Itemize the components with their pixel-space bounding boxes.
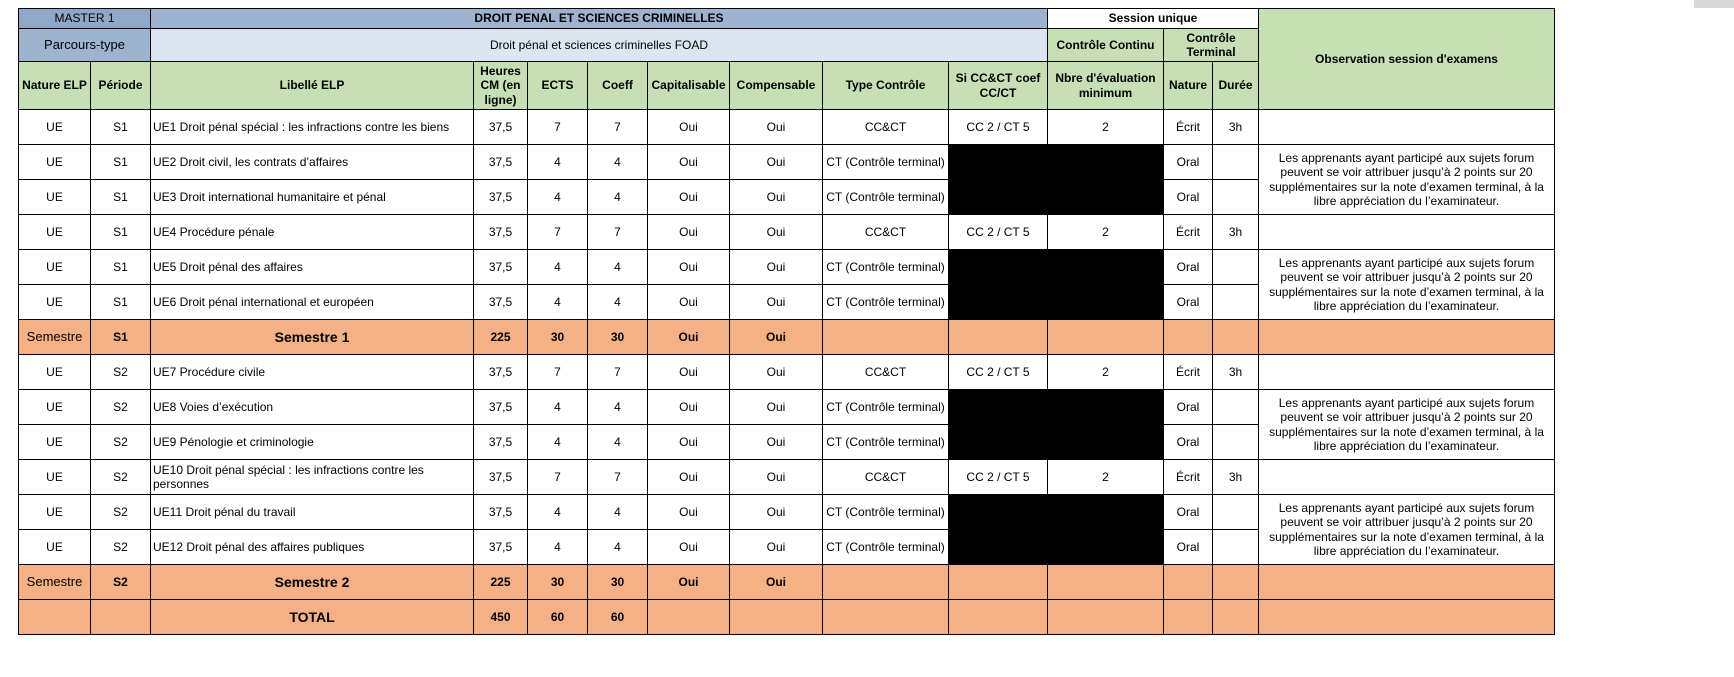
- ct-nature-cell: Oral: [1164, 285, 1213, 320]
- libelle-cell: UE7 Procédure civile: [151, 355, 474, 390]
- ct-nature-cell: Oral: [1164, 530, 1213, 565]
- nbre-evaluation-cell: [1048, 250, 1164, 285]
- table-row: [19, 145, 1555, 180]
- semestre-compensable-cell: Oui: [730, 565, 823, 600]
- libelle-cell: UE10 Droit pénal spécial : les infractions contre les personnes: [151, 460, 474, 495]
- coef-cc-ct-cell: CC 2 / CT 5: [949, 215, 1048, 250]
- semestre-coeff-cell: 30: [588, 320, 648, 355]
- table-row: [19, 495, 1555, 530]
- compensable-cell: Oui: [730, 355, 823, 390]
- compensable-cell: Oui: [730, 530, 823, 565]
- coeff-cell: 4: [588, 180, 648, 215]
- observation-cell: Les apprenants ayant participé aux sujets forum peuvent se voir attribuer jusqu’à 2 points sur 20 supplémentaires sur la note d’examen terminal, à la libre appréciation du l’examinateur.: [1259, 495, 1555, 565]
- nbre-evaluation-cell: 2: [1048, 110, 1164, 145]
- coeff-cell: 4: [588, 285, 648, 320]
- table-row: [19, 390, 1555, 425]
- coeff-cell: 7: [588, 110, 648, 145]
- periode-cell: S1: [91, 110, 151, 145]
- nbre-evaluation-cell: [1048, 390, 1164, 425]
- empty-cell: [823, 600, 949, 635]
- program-label: MASTER 1: [19, 9, 151, 29]
- ects-cell: 4: [528, 530, 588, 565]
- ct-nature-cell: Oral: [1164, 390, 1213, 425]
- capitalisable-cell: Oui: [648, 460, 730, 495]
- column-header-nature: Nature ELP: [19, 62, 91, 110]
- capitalisable-cell: Oui: [648, 530, 730, 565]
- empty-cell: [949, 565, 1048, 600]
- nature-cell: UE: [19, 180, 91, 215]
- nature-cell: UE: [19, 285, 91, 320]
- semestre-nature-cell: Semestre: [19, 320, 91, 355]
- table-row: [19, 600, 1555, 635]
- ects-cell: 4: [528, 285, 588, 320]
- compensable-cell: Oui: [730, 110, 823, 145]
- heures-cell: 37,5: [474, 215, 528, 250]
- table-row: [19, 110, 1555, 145]
- compensable-cell: Oui: [730, 425, 823, 460]
- exam-table: [18, 8, 1555, 635]
- ct-duree-cell: [1213, 495, 1259, 530]
- libelle-cell: UE12 Droit pénal des affaires publiques: [151, 530, 474, 565]
- ct-duree-cell: [1213, 285, 1259, 320]
- libelle-cell: UE4 Procédure pénale: [151, 215, 474, 250]
- empty-cell: [823, 320, 949, 355]
- periode-cell: S2: [91, 530, 151, 565]
- heures-cell: 37,5: [474, 390, 528, 425]
- semestre-capitalisable-cell: Oui: [648, 565, 730, 600]
- heures-cell: 37,5: [474, 180, 528, 215]
- libelle-cell: UE9 Pénologie et criminologie: [151, 425, 474, 460]
- type-controle-cell: CT (Contrôle terminal): [823, 425, 949, 460]
- nature-cell: UE: [19, 530, 91, 565]
- type-controle-cell: CT (Contrôle terminal): [823, 285, 949, 320]
- empty-cell: [823, 565, 949, 600]
- periode-cell: S1: [91, 180, 151, 215]
- total-ects-cell: 60: [528, 600, 588, 635]
- ct-duree-cell: [1213, 145, 1259, 180]
- ects-cell: 7: [528, 460, 588, 495]
- ects-cell: 4: [528, 495, 588, 530]
- semestre-periode-cell: S2: [91, 565, 151, 600]
- semestre-nature-cell: Semestre: [19, 565, 91, 600]
- coeff-cell: 4: [588, 390, 648, 425]
- ct-nature-cell: Oral: [1164, 425, 1213, 460]
- nature-cell: UE: [19, 250, 91, 285]
- type-controle-cell: CC&CT: [823, 215, 949, 250]
- observation-cell: Les apprenants ayant participé aux sujets forum peuvent se voir attribuer jusqu’à 2 points sur 20 supplémentaires sur la note d’examen terminal, à la libre appréciation du l’examinateur.: [1259, 250, 1555, 320]
- periode-cell: S2: [91, 495, 151, 530]
- capitalisable-cell: Oui: [648, 180, 730, 215]
- heures-cell: 37,5: [474, 425, 528, 460]
- type-controle-cell: CT (Contrôle terminal): [823, 250, 949, 285]
- nature-cell: UE: [19, 425, 91, 460]
- controle-terminal-header: Contrôle Terminal: [1164, 29, 1259, 62]
- coef-cc-ct-cell: CC 2 / CT 5: [949, 110, 1048, 145]
- capitalisable-cell: Oui: [648, 215, 730, 250]
- column-header-libelle: Libellé ELP: [151, 62, 474, 110]
- ct-duree-cell: 3h: [1213, 460, 1259, 495]
- type-controle-cell: CC&CT: [823, 460, 949, 495]
- heures-cell: 37,5: [474, 110, 528, 145]
- ct-nature-cell: Écrit: [1164, 215, 1213, 250]
- observation-header: Observation session d'examens: [1259, 9, 1555, 110]
- ct-nature-cell: Oral: [1164, 180, 1213, 215]
- type-controle-cell: CT (Contrôle terminal): [823, 390, 949, 425]
- empty-cell: [1213, 565, 1259, 600]
- ct-duree-cell: 3h: [1213, 355, 1259, 390]
- nature-cell: UE: [19, 390, 91, 425]
- semestre-capitalisable-cell: Oui: [648, 320, 730, 355]
- table-row: [19, 460, 1555, 495]
- table-row: [19, 355, 1555, 390]
- heures-cell: 37,5: [474, 285, 528, 320]
- observation-cell: Les apprenants ayant participé aux sujets forum peuvent se voir attribuer jusqu’à 2 points sur 20 supplémentaires sur la note d’examen terminal, à la libre appréciation du l’examinateur.: [1259, 390, 1555, 460]
- ct-nature-cell: Écrit: [1164, 110, 1213, 145]
- semestre-coeff-cell: 30: [588, 565, 648, 600]
- empty-cell: [1048, 600, 1164, 635]
- ct-duree-cell: [1213, 250, 1259, 285]
- observation-cell: [1259, 460, 1555, 495]
- coeff-cell: 4: [588, 425, 648, 460]
- ects-cell: 4: [528, 180, 588, 215]
- empty-cell: [1164, 600, 1213, 635]
- capitalisable-cell: Oui: [648, 495, 730, 530]
- ects-cell: 7: [528, 110, 588, 145]
- compensable-cell: Oui: [730, 145, 823, 180]
- libelle-cell: UE3 Droit international humanitaire et pénal: [151, 180, 474, 215]
- coef-cc-ct-cell: [949, 145, 1048, 180]
- observation-cell: [1259, 355, 1555, 390]
- table-row: [19, 565, 1555, 600]
- empty-cell: [1213, 320, 1259, 355]
- table-row: [19, 215, 1555, 250]
- table-row: [19, 9, 1555, 29]
- column-header-ct-nature: Nature: [1164, 62, 1213, 110]
- column-header-coef-cc-ct: Si CC&CT coef CC/CT: [949, 62, 1048, 110]
- type-controle-cell: CT (Contrôle terminal): [823, 495, 949, 530]
- nature-cell: UE: [19, 495, 91, 530]
- nbre-evaluation-cell: 2: [1048, 460, 1164, 495]
- ects-cell: 7: [528, 355, 588, 390]
- ct-nature-cell: Écrit: [1164, 460, 1213, 495]
- column-header-compensable: Compensable: [730, 62, 823, 110]
- periode-cell: S1: [91, 145, 151, 180]
- nature-cell: UE: [19, 110, 91, 145]
- ct-duree-cell: [1213, 425, 1259, 460]
- coef-cc-ct-cell: [949, 250, 1048, 285]
- libelle-cell: UE6 Droit pénal international et européen: [151, 285, 474, 320]
- ct-duree-cell: 3h: [1213, 110, 1259, 145]
- heures-cell: 37,5: [474, 495, 528, 530]
- heures-cell: 37,5: [474, 250, 528, 285]
- window-corner: [1694, 0, 1734, 8]
- semestre-ects-cell: 30: [528, 565, 588, 600]
- ects-cell: 4: [528, 145, 588, 180]
- libelle-cell: UE1 Droit pénal spécial : les infractions contre les biens: [151, 110, 474, 145]
- ct-nature-cell: Oral: [1164, 145, 1213, 180]
- column-header-ct-duree: Durée: [1213, 62, 1259, 110]
- periode-cell: S2: [91, 390, 151, 425]
- capitalisable-cell: Oui: [648, 355, 730, 390]
- coeff-cell: 4: [588, 145, 648, 180]
- empty-cell: [1048, 320, 1164, 355]
- libelle-cell: UE11 Droit pénal du travail: [151, 495, 474, 530]
- periode-cell: S2: [91, 460, 151, 495]
- observation-cell: [1259, 215, 1555, 250]
- column-header-ects: ECTS: [528, 62, 588, 110]
- table-row: [19, 320, 1555, 355]
- compensable-cell: Oui: [730, 390, 823, 425]
- semestre-heures-cell: 225: [474, 565, 528, 600]
- observation-cell: [1259, 110, 1555, 145]
- coef-cc-ct-cell: CC 2 / CT 5: [949, 460, 1048, 495]
- empty-cell: [1164, 565, 1213, 600]
- coef-cc-ct-cell: CC 2 / CT 5: [949, 355, 1048, 390]
- libelle-cell: UE8 Voies d’exécution: [151, 390, 474, 425]
- coef-cc-ct-cell: [949, 530, 1048, 565]
- column-header-heures: Heures CM (en ligne): [474, 62, 528, 110]
- empty-cell: [1048, 565, 1164, 600]
- nature-cell: UE: [19, 355, 91, 390]
- empty-cell: [1259, 600, 1555, 635]
- type-controle-cell: CT (Contrôle terminal): [823, 180, 949, 215]
- periode-cell: S1: [91, 250, 151, 285]
- session-label: Session unique: [1048, 9, 1259, 29]
- nbre-evaluation-cell: [1048, 425, 1164, 460]
- ct-nature-cell: Écrit: [1164, 355, 1213, 390]
- coeff-cell: 7: [588, 215, 648, 250]
- compensable-cell: Oui: [730, 180, 823, 215]
- nbre-evaluation-cell: 2: [1048, 215, 1164, 250]
- empty-cell: [19, 600, 91, 635]
- controle-continu-header: Contrôle Continu: [1048, 29, 1164, 62]
- capitalisable-cell: Oui: [648, 390, 730, 425]
- empty-cell: [1213, 600, 1259, 635]
- empty-cell: [1164, 320, 1213, 355]
- periode-cell: S1: [91, 215, 151, 250]
- semestre-label-cell: Semestre 2: [151, 565, 474, 600]
- semestre-ects-cell: 30: [528, 320, 588, 355]
- libelle-cell: UE2 Droit civil, les contrats d’affaires: [151, 145, 474, 180]
- ects-cell: 7: [528, 215, 588, 250]
- nbre-evaluation-cell: [1048, 145, 1164, 180]
- heures-cell: 37,5: [474, 145, 528, 180]
- libelle-cell: UE5 Droit pénal des affaires: [151, 250, 474, 285]
- total-label-cell: TOTAL: [151, 600, 474, 635]
- table-row: [19, 250, 1555, 285]
- empty-cell: [1259, 565, 1555, 600]
- periode-cell: S2: [91, 425, 151, 460]
- nbre-evaluation-cell: 2: [1048, 355, 1164, 390]
- coef-cc-ct-cell: [949, 425, 1048, 460]
- parcours-value: Droit pénal et sciences criminelles FOAD: [151, 29, 1048, 62]
- semestre-compensable-cell: Oui: [730, 320, 823, 355]
- capitalisable-cell: Oui: [648, 250, 730, 285]
- ct-duree-cell: [1213, 530, 1259, 565]
- nbre-evaluation-cell: [1048, 180, 1164, 215]
- empty-cell: [949, 600, 1048, 635]
- parcours-label: Parcours-type: [19, 29, 151, 62]
- empty-cell: [730, 600, 823, 635]
- page-title: DROIT PENAL ET SCIENCES CRIMINELLES: [151, 9, 1048, 29]
- coef-cc-ct-cell: [949, 285, 1048, 320]
- compensable-cell: Oui: [730, 495, 823, 530]
- compensable-cell: Oui: [730, 250, 823, 285]
- capitalisable-cell: Oui: [648, 425, 730, 460]
- coeff-cell: 7: [588, 460, 648, 495]
- periode-cell: S1: [91, 285, 151, 320]
- coef-cc-ct-cell: [949, 390, 1048, 425]
- ct-duree-cell: [1213, 180, 1259, 215]
- type-controle-cell: CC&CT: [823, 355, 949, 390]
- observation-cell: Les apprenants ayant participé aux sujets forum peuvent se voir attribuer jusqu’à 2 points sur 20 supplémentaires sur la note d’examen terminal, à la libre appréciation du l’examinateur.: [1259, 145, 1555, 215]
- ct-duree-cell: 3h: [1213, 215, 1259, 250]
- nbre-evaluation-cell: [1048, 495, 1164, 530]
- empty-cell: [648, 600, 730, 635]
- compensable-cell: Oui: [730, 285, 823, 320]
- nbre-evaluation-cell: [1048, 530, 1164, 565]
- ct-nature-cell: Oral: [1164, 250, 1213, 285]
- periode-cell: S2: [91, 355, 151, 390]
- compensable-cell: Oui: [730, 215, 823, 250]
- coeff-cell: 4: [588, 495, 648, 530]
- capitalisable-cell: Oui: [648, 110, 730, 145]
- heures-cell: 37,5: [474, 460, 528, 495]
- ct-nature-cell: Oral: [1164, 495, 1213, 530]
- column-header-type: Type Contrôle: [823, 62, 949, 110]
- heures-cell: 37,5: [474, 355, 528, 390]
- column-header-nbre-eval: Nbre d'évaluation minimum: [1048, 62, 1164, 110]
- total-coeff-cell: 60: [588, 600, 648, 635]
- empty-cell: [91, 600, 151, 635]
- coef-cc-ct-cell: [949, 180, 1048, 215]
- heures-cell: 37,5: [474, 530, 528, 565]
- ct-duree-cell: [1213, 390, 1259, 425]
- semestre-periode-cell: S1: [91, 320, 151, 355]
- nbre-evaluation-cell: [1048, 285, 1164, 320]
- semestre-label-cell: Semestre 1: [151, 320, 474, 355]
- capitalisable-cell: Oui: [648, 145, 730, 180]
- compensable-cell: Oui: [730, 460, 823, 495]
- semestre-heures-cell: 225: [474, 320, 528, 355]
- ects-cell: 4: [528, 250, 588, 285]
- type-controle-cell: CC&CT: [823, 110, 949, 145]
- empty-cell: [1259, 320, 1555, 355]
- column-header-capitalisable: Capitalisable: [648, 62, 730, 110]
- coef-cc-ct-cell: [949, 495, 1048, 530]
- ects-cell: 4: [528, 425, 588, 460]
- empty-cell: [949, 320, 1048, 355]
- ects-cell: 4: [528, 390, 588, 425]
- coeff-cell: 4: [588, 530, 648, 565]
- type-controle-cell: CT (Contrôle terminal): [823, 530, 949, 565]
- nature-cell: UE: [19, 460, 91, 495]
- type-controle-cell: CT (Contrôle terminal): [823, 145, 949, 180]
- coeff-cell: 4: [588, 250, 648, 285]
- column-header-coeff: Coeff: [588, 62, 648, 110]
- column-header-periode: Période: [91, 62, 151, 110]
- total-heures-cell: 450: [474, 600, 528, 635]
- nature-cell: UE: [19, 145, 91, 180]
- coeff-cell: 7: [588, 355, 648, 390]
- nature-cell: UE: [19, 215, 91, 250]
- capitalisable-cell: Oui: [648, 285, 730, 320]
